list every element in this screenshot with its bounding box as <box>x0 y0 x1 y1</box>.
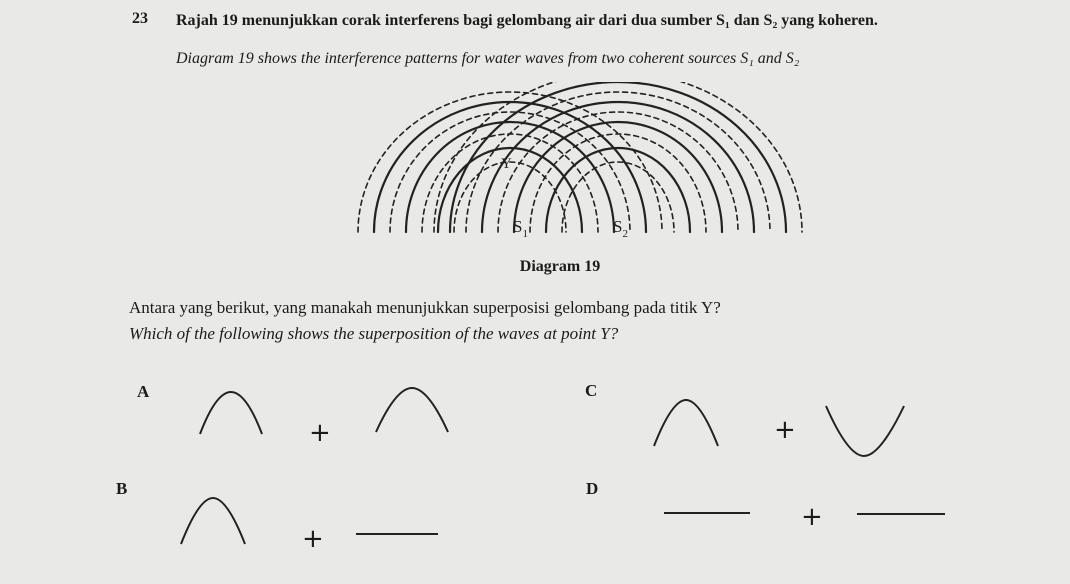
question-text-english: Diagram 19 shows the interference patterns for water waves from two coherent sources S₁ and S₂ <box>176 50 800 67</box>
option-d-wave2-flat <box>855 510 947 518</box>
option-d-letter[interactable]: D <box>586 479 599 498</box>
question-number: 23 <box>132 10 148 27</box>
interference-diagram <box>330 82 830 252</box>
option-d-plus: + <box>801 502 823 532</box>
question-text-malay: Rajah 19 menunjukkan corak interferens bagi gelombang air dari dua sumber S₁ dan S₂ yang koheren. <box>176 12 878 29</box>
option-b-wave2-flat <box>354 530 440 538</box>
option-b-letter[interactable]: B <box>116 479 128 498</box>
option-c-wave2-trough <box>822 402 908 460</box>
option-b-plus: + <box>302 524 324 554</box>
option-c-letter[interactable]: C <box>585 381 598 400</box>
option-a-wave2-crest <box>372 384 452 436</box>
option-a-letter[interactable]: A <box>137 382 150 401</box>
source-s2-label: $S_2$ <box>613 217 628 240</box>
point-y-label: Y <box>501 156 512 172</box>
prompt-text-english: Which of the following shows the superposition of the waves at point Y? <box>129 324 619 343</box>
prompt-text-malay: Antara yang berikut, yang manakah menunjukkan superposisi gelombang pada titik Y? <box>129 298 721 317</box>
option-c-plus: + <box>774 415 796 445</box>
option-c-wave1-crest <box>650 396 722 450</box>
option-a-plus: + <box>309 418 331 448</box>
source-s1-label: $S_1$ <box>513 217 528 240</box>
option-a-wave1-crest <box>196 388 266 438</box>
option-b-wave1-crest <box>177 494 249 548</box>
option-d-wave1-flat <box>662 509 752 517</box>
diagram-caption: Diagram 19 <box>519 258 601 275</box>
